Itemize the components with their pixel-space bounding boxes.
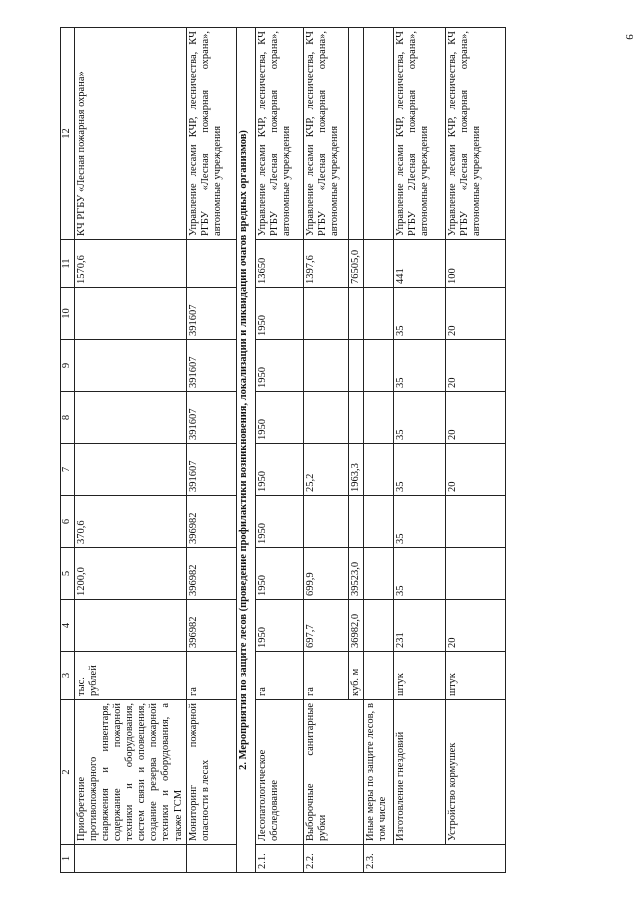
table-cell: 391607 xyxy=(186,340,236,392)
table-cell xyxy=(348,392,363,444)
table-cell xyxy=(186,240,236,288)
table-cell xyxy=(348,496,363,548)
page-number: 9 xyxy=(622,34,635,40)
header-cell: 7 xyxy=(61,444,75,496)
table-cell: 1950 xyxy=(255,496,303,548)
table-cell: 35 xyxy=(393,288,445,340)
table-cell: Управление лесами КЧР, лесничества, КЧ РГБУ «Лесная пожарная охрана», автономные учреждения xyxy=(255,28,303,240)
table-cell: 396982 xyxy=(186,600,236,652)
table-cell: Управление лесами КЧР, лесничества, КЧ РГБУ «Лесная пожарная охрана», автономные учреждения xyxy=(445,28,505,240)
table-cell xyxy=(75,600,187,652)
table-cell xyxy=(363,496,393,548)
table-cell: 1950 xyxy=(255,444,303,496)
table-cell xyxy=(75,392,187,444)
table-cell: 100 xyxy=(445,240,505,288)
table-cell: 35 xyxy=(393,444,445,496)
table-cell: штук xyxy=(393,652,445,700)
table-cell: га xyxy=(255,652,303,700)
section-title: 2. Мероприятия по защите лесов (проведение профилактики возникновения, локализации и ликвидации очагов вредных организмов) xyxy=(236,28,255,873)
table-cell: Изготовление гнездовий xyxy=(393,700,445,845)
table-cell: 2.3. xyxy=(363,845,505,873)
table-cell: КЧ РГБУ «Лесная пожарная охрана» xyxy=(75,28,187,240)
table-cell xyxy=(75,288,187,340)
table-cell: 35 xyxy=(393,496,445,548)
table-cell: 1963,3 xyxy=(348,444,363,496)
table-cell: 370,6 xyxy=(75,496,187,548)
table-cell: Приобретение противопожарного снаряжения и инвентаря, содержание пожарной техники и оборудования, систем связи и оповещения, создание резерва пожарной техники и оборудования, а также ГСМ xyxy=(75,700,187,845)
table-cell: 699,9 xyxy=(303,548,348,600)
header-row xyxy=(61,28,75,873)
table-cell: 441 xyxy=(393,240,445,288)
table-cell: 391607 xyxy=(186,392,236,444)
section-row xyxy=(236,28,255,873)
table-row xyxy=(363,28,393,873)
table-cell xyxy=(363,28,393,240)
table-cell: 1950 xyxy=(255,392,303,444)
table-row xyxy=(75,28,187,873)
table-cell: 35 xyxy=(393,392,445,444)
table-cell: 39523,0 xyxy=(348,548,363,600)
table-cell: га xyxy=(186,652,236,700)
table-row xyxy=(186,28,236,873)
header-cell: 2 xyxy=(61,700,75,845)
table-cell xyxy=(445,548,505,600)
table-cell xyxy=(445,496,505,548)
table-cell: куб. м xyxy=(348,652,363,700)
table-cell xyxy=(303,392,348,444)
forest-measures-table xyxy=(60,27,506,873)
table-cell xyxy=(363,444,393,496)
table-cell: га xyxy=(303,652,348,700)
table-cell xyxy=(363,288,393,340)
table-cell: 231 xyxy=(393,600,445,652)
header-cell: 10 xyxy=(61,288,75,340)
table-cell xyxy=(303,496,348,548)
table-cell: Управление лесами КЧР, лесничества, КЧ РГБУ 2Лесная пожарная охрана», автономные учреждения xyxy=(393,28,445,240)
table-cell xyxy=(186,845,236,873)
table-cell: 1397,6 xyxy=(303,240,348,288)
header-cell: 1 xyxy=(61,845,75,873)
table-cell xyxy=(363,548,393,600)
table-cell: 697,7 xyxy=(303,600,348,652)
table-cell: 20 xyxy=(445,288,505,340)
table-cell: 35 xyxy=(393,340,445,392)
table-cell xyxy=(303,288,348,340)
header-cell: 4 xyxy=(61,600,75,652)
table-cell: 1200,0 xyxy=(75,548,187,600)
table-cell: Иные меры по защите лесов, в том числе xyxy=(363,700,393,845)
header-cell: 6 xyxy=(61,496,75,548)
table-cell: 391607 xyxy=(186,288,236,340)
table-cell: 35 xyxy=(393,548,445,600)
table-cell: 1950 xyxy=(255,340,303,392)
table-row xyxy=(303,28,348,873)
table-cell: штук xyxy=(445,652,505,700)
table-row xyxy=(255,28,303,873)
table-cell: 1570,6 xyxy=(75,240,187,288)
table-cell: тыс. рублей xyxy=(75,652,187,700)
table-cell: 20 xyxy=(445,392,505,444)
table-cell xyxy=(348,288,363,340)
table-cell xyxy=(75,444,187,496)
table-cell: Мониторинг пожарной опасности в лесах xyxy=(186,700,236,845)
table-cell: Выборочные санитарные рубки xyxy=(303,700,363,845)
table-cell: Управление лесами КЧР, лесничества, КЧ РГБУ «Лесная пожарная охрана», автономные учреждения xyxy=(303,28,348,240)
table-row xyxy=(393,28,445,873)
table-cell xyxy=(363,240,393,288)
table-cell: 20 xyxy=(445,444,505,496)
table-cell xyxy=(348,28,363,240)
table-cell: 13650 xyxy=(255,240,303,288)
table-cell xyxy=(75,340,187,392)
table-cell: 25,2 xyxy=(303,444,348,496)
table-cell: 391607 xyxy=(186,444,236,496)
rotated-page xyxy=(60,28,605,873)
table-cell xyxy=(348,340,363,392)
table-cell xyxy=(363,652,393,700)
table-cell: Управление лесами КЧР, лесничества, КЧ РГБУ «Лесная пожарная охрана», автономные учреждения xyxy=(186,28,236,240)
table-cell xyxy=(303,340,348,392)
table-cell: 20 xyxy=(445,600,505,652)
table-cell: 396982 xyxy=(186,496,236,548)
table-cell: 20 xyxy=(445,340,505,392)
table-cell: 2.2. xyxy=(303,845,363,873)
table-cell: 1950 xyxy=(255,600,303,652)
table-cell: 36982,0 xyxy=(348,600,363,652)
table-cell xyxy=(363,600,393,652)
table-cell xyxy=(75,845,187,873)
table-cell xyxy=(363,340,393,392)
header-cell: 11 xyxy=(61,240,75,288)
table-cell: 2.1. xyxy=(255,845,303,873)
table-cell: Устройство кормушек xyxy=(445,700,505,845)
table-cell: Лесопатологическое обследование xyxy=(255,700,303,845)
header-cell: 9 xyxy=(61,340,75,392)
table-cell: 1950 xyxy=(255,288,303,340)
header-cell: 5 xyxy=(61,548,75,600)
header-cell: 3 xyxy=(61,652,75,700)
table-cell: 76505,0 xyxy=(348,240,363,288)
table-cell: 1950 xyxy=(255,548,303,600)
table-row xyxy=(445,28,505,873)
table-cell: 396982 xyxy=(186,548,236,600)
header-cell: 8 xyxy=(61,392,75,444)
table-cell xyxy=(363,392,393,444)
header-cell: 12 xyxy=(61,28,75,240)
